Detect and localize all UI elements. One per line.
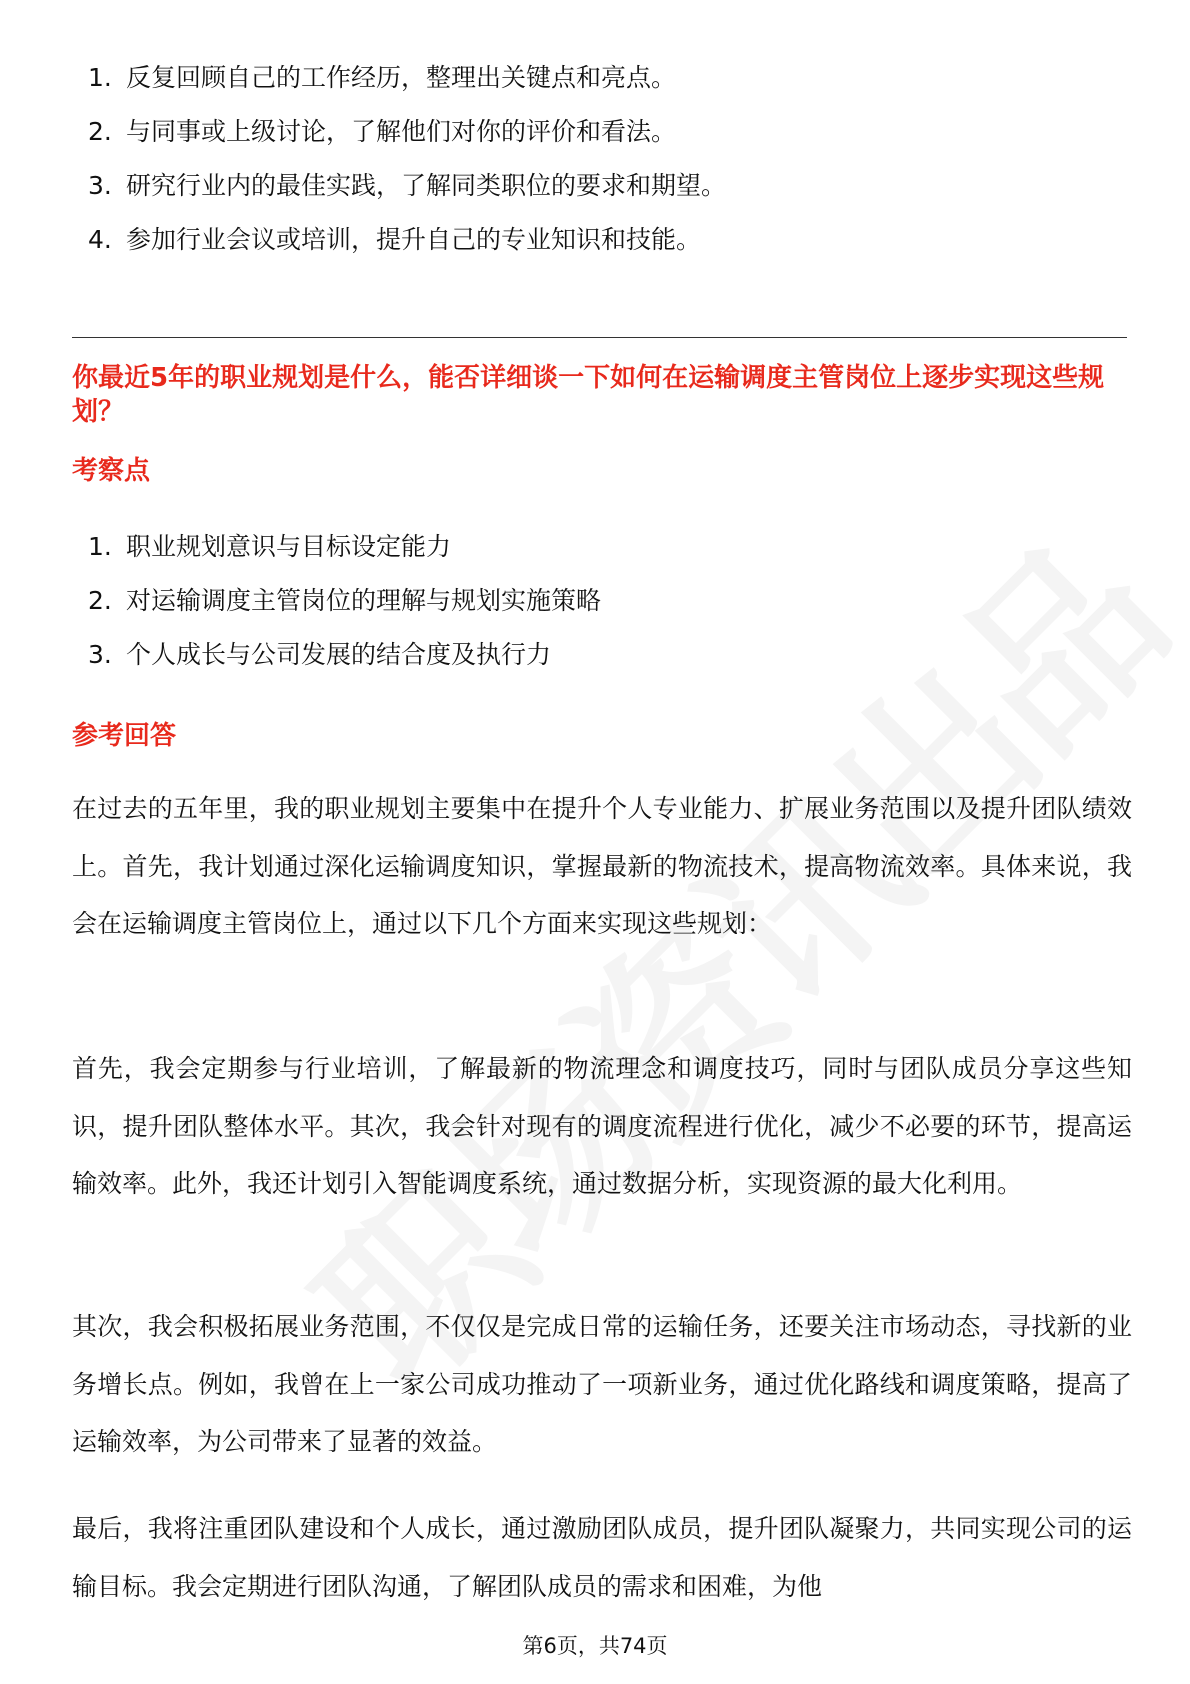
list-text: 与同事或上级讨论，了解他们对你的评价和看法。 — [126, 117, 677, 146]
section-divider — [72, 337, 1127, 338]
question-heading: 你最近5年的职业规划是什么，能否详细谈一下如何在运输调度主管岗位上逐步实现这些规划？ — [72, 363, 1105, 427]
list-text: 研究行业内的最佳实践，了解同类职位的要求和期望。 — [126, 171, 727, 200]
answer-paragraph: 最后，我将注重团队建设和个人成长，通过激励团队成员，提升团队凝聚力，共同实现公司的运输目标。我会定期进行团队沟通，了解团队成员的需求和困难，为他 — [72, 1514, 1132, 1601]
list-text: 职业规划意识与目标设定能力 — [126, 532, 452, 561]
list-item — [88, 62, 676, 94]
list-item — [88, 639, 551, 671]
list-item — [88, 116, 676, 148]
list-item — [88, 170, 726, 202]
answer-paragraph: 首先，我会定期参与行业培训，了解最新的物流理念和调度技巧，同时与团队成员分享这些知识，提升团队整体水平。其次，我会针对现有的调度流程进行优化，减少不必要的环节，提高运输效率。此外，我还计划引入智能调度系统，通过数据分析，实现资源的最大化利用。 — [72, 1054, 1132, 1198]
list-item — [88, 224, 701, 256]
list-text: 个人成长与公司发展的结合度及执行力 — [126, 640, 552, 669]
list-number: 1. — [88, 532, 112, 561]
list-number: 2. — [88, 586, 112, 615]
list-number: 4. — [88, 225, 112, 254]
answer-paragraph: 其次，我会积极拓展业务范围，不仅仅是完成日常的运输任务，还要关注市场动态，寻找新的业务增长点。例如，我曾在上一家公司成功推动了一项新业务，通过优化路线和调度策略，提高了运输效率，为公司带来了显著的效益。 — [72, 1312, 1132, 1456]
list-number: 1. — [88, 63, 112, 92]
list-text: 反复回顾自己的工作经历，整理出关键点和亮点。 — [126, 63, 677, 92]
list-text: 参加行业会议或培训，提升自己的专业知识和技能。 — [126, 225, 702, 254]
list-text: 对运输调度主管岗位的理解与规划实施策略 — [126, 586, 602, 615]
page-number: 第6页，共74页 — [522, 1634, 668, 1658]
list-item — [88, 531, 451, 563]
list-item — [88, 585, 601, 617]
list-number: 3. — [88, 171, 112, 200]
watermark — [252, 478, 1190, 1435]
answer-label: 参考回答 — [72, 721, 177, 751]
focus-label: 考察点 — [72, 456, 151, 486]
answer-paragraph: 在过去的五年里，我的职业规划主要集中在提升个人专业能力、扩展业务范围以及提升团队绩效上。首先，我计划通过深化运输调度知识，掌握最新的物流技术，提高物流效率。具体来说，我会在运输调度主管岗位上，通过以下几个方面来实现这些规划： — [72, 794, 1132, 938]
list-number: 3. — [88, 640, 112, 669]
list-number: 2. — [88, 117, 112, 146]
